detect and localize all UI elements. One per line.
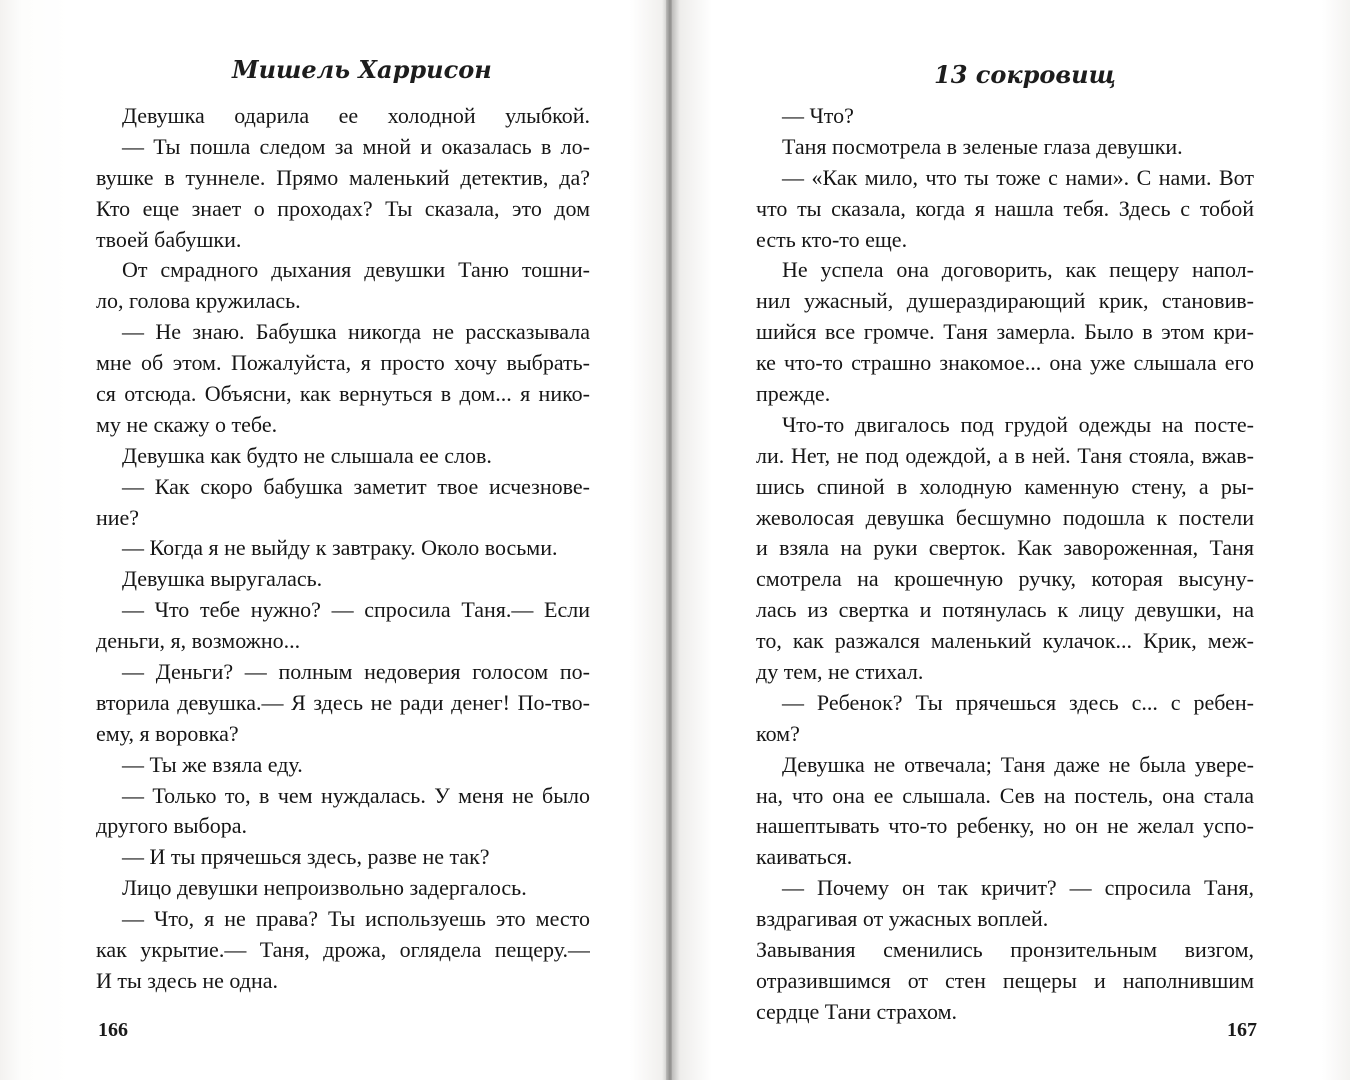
text-line: отразившимся от стен пещеры и наполнившим [756, 967, 1254, 993]
text-line: деньги, я, возможно... [96, 628, 301, 654]
text-line: — Ты пошла следом за мной и оказалась в ло- [122, 133, 590, 159]
text-line: Девушка не отвечала; Таня даже не была увере- [782, 751, 1254, 777]
text-line: ся отсюда. Объясни, как вернуться в дом... я нико- [96, 381, 590, 407]
text-line: ком? [756, 720, 800, 746]
text-line: Лицо девушки непроизвольно задергалось. [122, 875, 527, 901]
left-page-number: 166 [98, 1019, 128, 1041]
left-running-head: Мишель Харрисон [232, 55, 492, 84]
text-line: — «Как мило, что ты тоже с нами». С нами. Вот [782, 164, 1254, 190]
text-line: как укрытие.— Таня, дрожа, оглядела пещеру.— [96, 937, 590, 963]
text-line: Таня посмотрела в зеленые глаза девушки. [782, 133, 1183, 159]
right-page [672, 0, 1350, 1080]
text-line: вторила девушка.— Я здесь не ради денег! По-тво- [96, 689, 590, 715]
text-line: лась из свертка и потянулась к лицу девушки, на [756, 597, 1254, 623]
text-line: ке что-то страшно знакомое... она уже слышала его [756, 350, 1254, 376]
text-line: — Как скоро бабушка заметит твое исчезнове- [122, 473, 590, 499]
right-running-head: 13 сокровищ [934, 60, 1116, 89]
text-line: — Только то, в чем нуждалась. У меня не было [122, 782, 590, 808]
text-line: му не скажу о тебе. [96, 411, 278, 437]
text-line: Кто еще знает о проходах? Ты сказала, это дом [96, 195, 590, 221]
text-line: другого выбора. [96, 813, 247, 839]
text-line: каиваться. [756, 844, 853, 870]
text-line: — Деньги? — полным недоверия голосом по- [122, 659, 590, 685]
text-line: — Что тебе нужно? — спросила Таня.— Если [122, 597, 590, 623]
text-line: Что-то двигалось под грудой одежды на посте- [782, 411, 1254, 437]
text-line: прежде. [756, 381, 831, 407]
text-line: сердце Тани страхом. [756, 998, 958, 1024]
text-line: — Когда я не выйду к завтраку. Около восьми. [122, 535, 558, 561]
text-line: и взяла на руки сверток. Как завороженная, Таня [756, 535, 1254, 561]
text-line: на, что она ее слышала. Сев на постель, она стала [756, 782, 1254, 808]
text-line: что ты сказала, когда я нашла тебя. Здесь с тобой [756, 195, 1254, 221]
text-line: смотрела на крошечную ручку, которая высуну- [756, 566, 1254, 592]
text-line: — Что? [782, 103, 854, 128]
text-line: жеволосая девушка бесшумно подошла к постели [756, 504, 1254, 530]
left-page-text [96, 101, 590, 997]
text-line: И ты здесь не одна. [96, 967, 279, 993]
text-line: Девушка одарила ее холодной улыбкой. [122, 103, 590, 128]
text-line: есть кто-то еще. [756, 226, 908, 252]
text-line: Завывания сменились пронзительным визгом, [756, 937, 1254, 963]
text-line: — И ты прячешься здесь, разве не так? [122, 844, 490, 870]
text-line: твоей бабушки. [96, 226, 242, 252]
text-line: нашептывать что-то ребенку, но он не желал успо- [756, 813, 1254, 839]
text-line: — Не знаю. Бабушка никогда не рассказывала [122, 319, 590, 345]
text-line: — Ребенок? Ты прячешься здесь с... с ребен- [782, 689, 1254, 715]
text-line: От смрадного дыхания девушки Таню тошни- [122, 257, 590, 283]
text-line: Девушка как будто не слышала ее слов. [122, 442, 492, 468]
text-line: шись спиной в холодную каменную стену, а ры- [756, 473, 1254, 499]
text-line: ло, голова кружилась. [96, 288, 301, 314]
text-line: мне об этом. Пожалуйста, я просто хочу выбрать- [96, 350, 590, 376]
text-line: нил ужасный, душераздирающий крик, становив- [756, 288, 1254, 314]
text-line: ду тем, не стихал. [756, 659, 924, 685]
text-line: вушке в туннеле. Прямо маленький детектив, да? [96, 164, 590, 190]
text-line: то, как разжался маленький кулачок... Крик, меж- [756, 628, 1254, 654]
text-line: ние? [96, 504, 140, 530]
text-line: ему, я воровка? [96, 720, 239, 746]
right-page-text [756, 101, 1254, 1028]
text-line: — Что, я не права? Ты используешь это место [122, 906, 590, 932]
text-line: ли. Нет, не под одеждой, а в ней. Таня стояла, вжав- [756, 442, 1254, 468]
text-line: — Почему он так кричит? — спросила Таня, [782, 875, 1254, 901]
text-line: — Ты же взяла еду. [122, 751, 303, 777]
text-line: шийся все громче. Таня замерла. Было в этом кри- [756, 319, 1254, 345]
right-page-number: 167 [1227, 1019, 1257, 1041]
text-line: вздрагивая от ужасных воплей. [756, 906, 1049, 932]
text-line: Девушка выругалась. [122, 566, 323, 592]
text-line: Не успела она договорить, как пещеру напол- [782, 257, 1254, 283]
left-page [0, 0, 668, 1080]
